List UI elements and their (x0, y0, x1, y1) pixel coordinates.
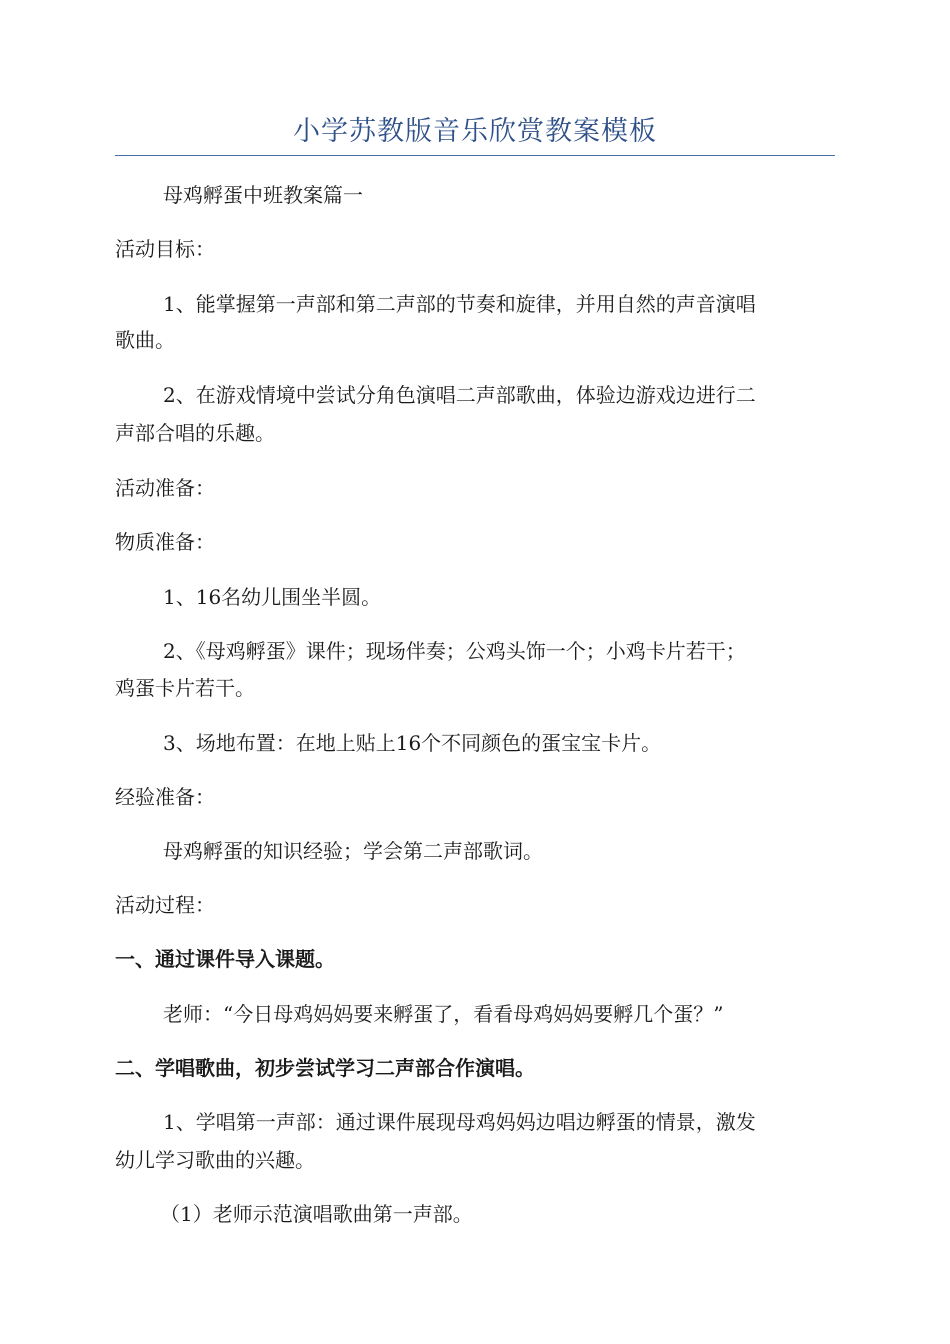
paragraph-line: 1、能掌握第一声部和第二声部的节奏和旋律，并用自然的声音演唱 (163, 292, 756, 316)
label-activity-goals: 活动目标： (115, 237, 215, 261)
paragraph-line: 声部合唱的乐趣。 (115, 421, 275, 445)
paragraph-line: 2、《母鸡孵蛋》课件；现场伴奏；公鸡头饰一个；小鸡卡片若干； (163, 639, 746, 663)
paragraph-line: （1）老师示范演唱歌曲第一声部。 (160, 1202, 473, 1226)
label-material-prep: 物质准备： (115, 530, 215, 554)
paragraph-line: 2、在游戏情境中尝试分角色演唱二声部歌曲，体验边游戏边进行二 (163, 383, 756, 407)
label-experience-prep: 经验准备： (115, 785, 215, 809)
section-heading: 母鸡孵蛋中班教案篇一 (163, 183, 363, 207)
paragraph-line: 歌曲。 (115, 328, 175, 352)
paragraph-line: 老师：“今日母鸡妈妈要来孵蛋了，看看母鸡妈妈要孵几个蛋？” (163, 1002, 724, 1026)
paragraph-line: 1、16名幼儿围坐半圆。 (163, 585, 382, 609)
paragraph-line: 3、场地布置：在地上贴上16个不同颜色的蛋宝宝卡片。 (163, 731, 662, 755)
paragraph-line: 鸡蛋卡片若干。 (115, 676, 255, 700)
label-activity-process: 活动过程： (115, 893, 215, 917)
step-heading-2: 二、学唱歌曲，初步尝试学习二声部合作演唱。 (115, 1056, 535, 1080)
paragraph-line: 母鸡孵蛋的知识经验；学会第二声部歌词。 (163, 839, 543, 863)
title-underline (115, 155, 835, 156)
paragraph-line: 1、学唱第一声部：通过课件展现母鸡妈妈边唱边孵蛋的情景，激发 (163, 1110, 756, 1134)
paragraph-line: 幼儿学习歌曲的兴趣。 (115, 1148, 315, 1172)
step-heading-1: 一、通过课件导入课题。 (115, 947, 335, 971)
label-activity-prep: 活动准备： (115, 476, 215, 500)
document-title: 小学苏教版音乐欣赏教案模板 (293, 116, 657, 147)
